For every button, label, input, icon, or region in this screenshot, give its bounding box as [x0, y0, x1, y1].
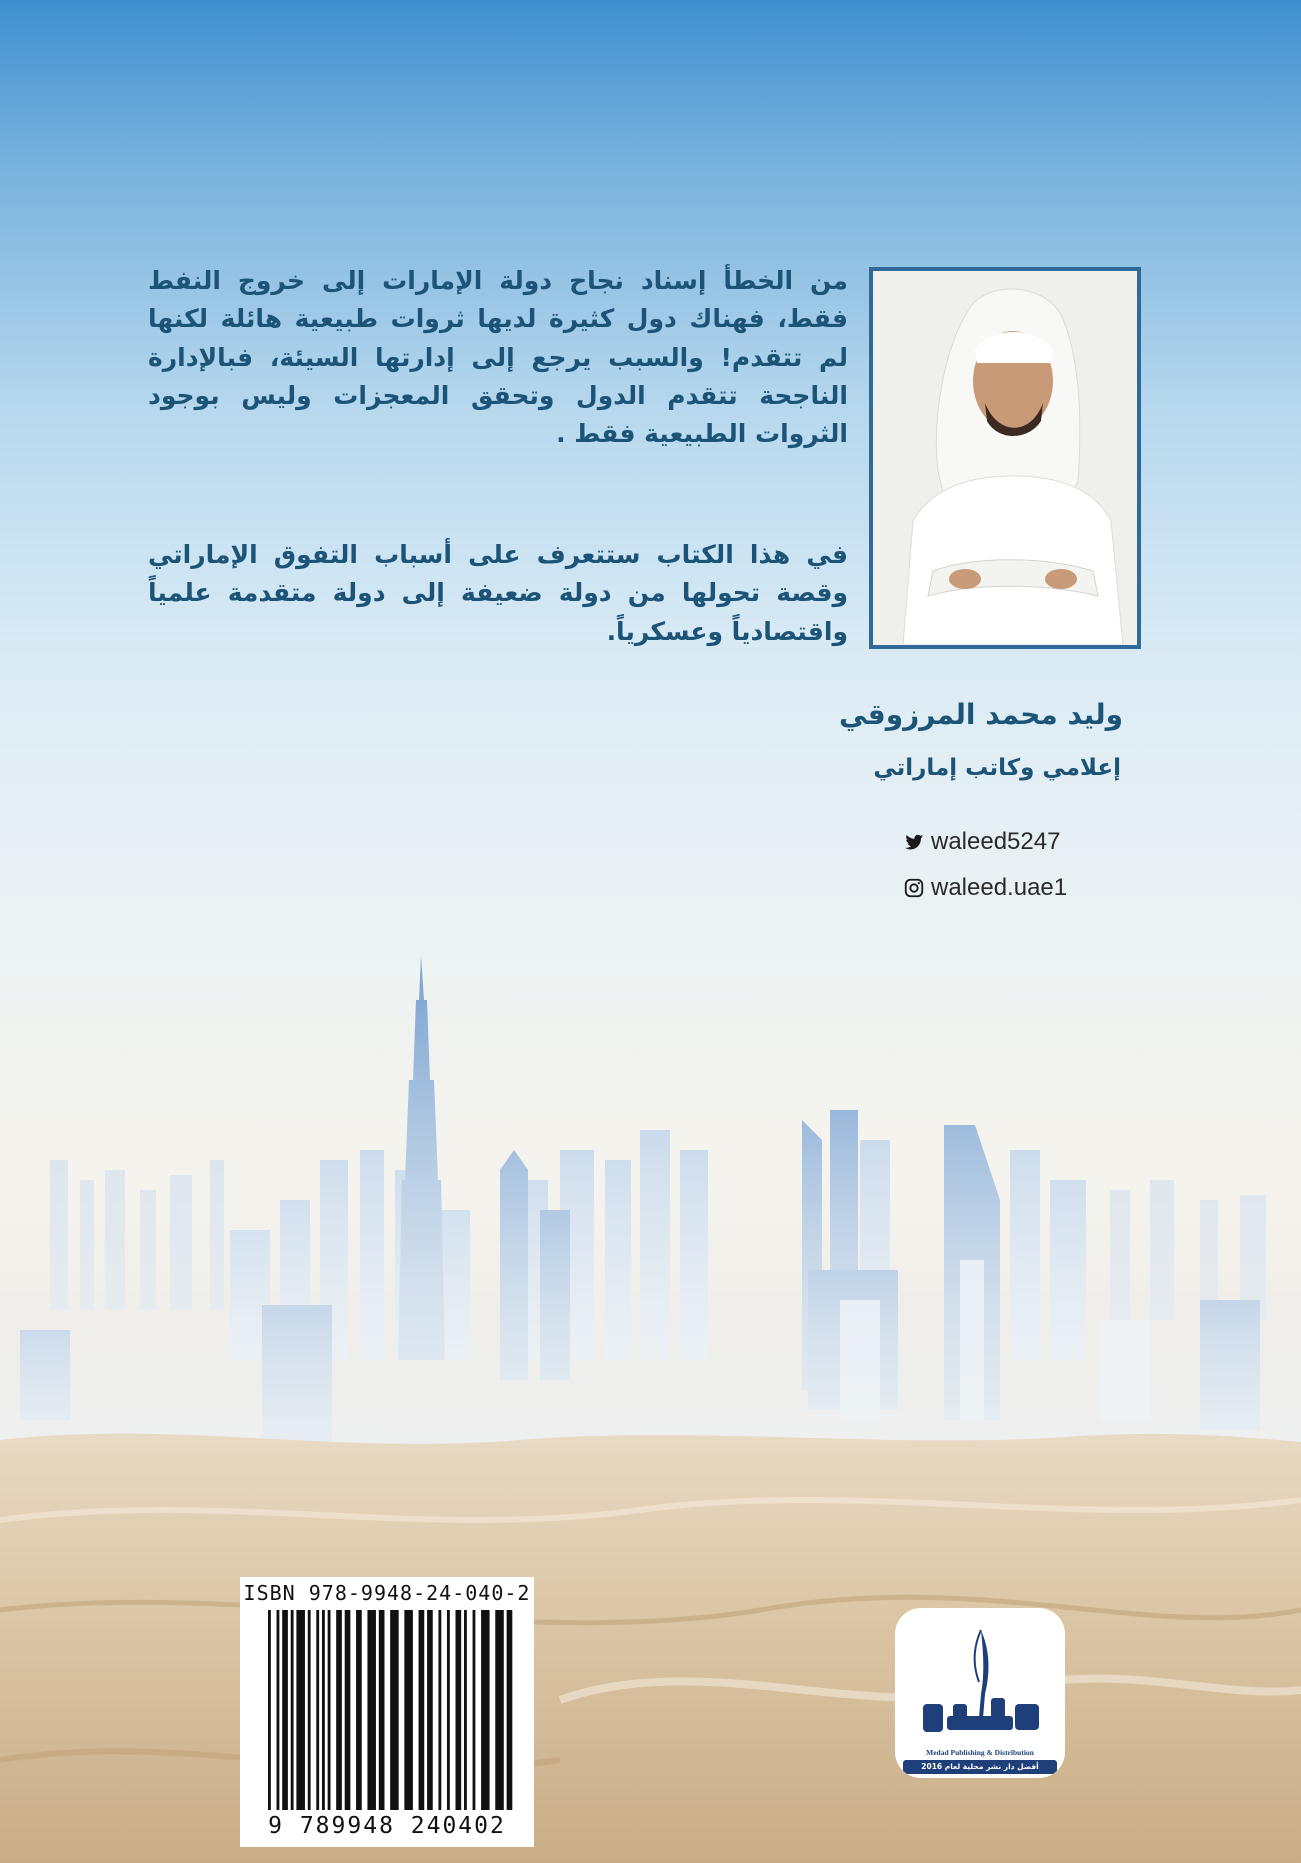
blurb-paragraph-2: في هذا الكتاب ستتعرف على أسباب التفوق الإماراتي وقصة تحولها من دولة ضعيفة إلى دولة متقدمة علمياً واقتصادياً وعسكرياً. — [148, 540, 848, 646]
barcode-bar — [356, 1610, 362, 1810]
barcode-bar — [427, 1610, 433, 1810]
barcode-bar — [473, 1610, 476, 1810]
barcode-bars — [268, 1610, 518, 1810]
instagram-camera-icon — [903, 877, 925, 899]
barcode-bar — [268, 1610, 271, 1810]
barcode-bar — [447, 1610, 450, 1810]
barcode-bar — [456, 1610, 462, 1810]
author-name: وليد محمد المرزوقي — [839, 698, 1123, 731]
barcode-bar — [296, 1610, 305, 1810]
instagram-handle: waleed.uae1 — [931, 874, 1068, 901]
publisher-award-text: أفضل دار نشر محلية لعام 2016 — [921, 1762, 1039, 1771]
blurb-paragraph-1: من الخطأ إسناد نجاح دولة الإمارات إلى خروج النفط فقط، فهناك دول كثيرة لديها ثروات طبيعية هائلة لكنها لم تتقدم! والسبب يرجع إلى إدارتها السيئة، فبالإدارة الناجحة تتقدم الدول وتحقق المعجزات وليس بوجود الثروات الطبيعية فقط . — [148, 266, 848, 448]
barcode-bar — [316, 1610, 319, 1810]
twitter-handle-row — [903, 828, 1060, 856]
barcode-bar — [404, 1610, 413, 1810]
barcode-bar — [419, 1610, 425, 1810]
barcode-bar — [336, 1610, 342, 1810]
isbn-label: ISBN 978-9948-24-040-2 — [243, 1581, 531, 1605]
barcode-bar — [308, 1610, 311, 1810]
barcode-bar — [328, 1610, 331, 1810]
publisher-name-en: Medad Publishing & Distribution — [926, 1748, 1034, 1757]
barcode-bar — [367, 1610, 376, 1810]
isbn-barcode — [240, 1577, 534, 1847]
barcode-bar — [438, 1610, 441, 1810]
twitter-handle: waleed5247 — [931, 828, 1061, 855]
publisher-award-ribbon — [903, 1760, 1057, 1774]
barcode-bar — [390, 1610, 399, 1810]
barcode-bar — [507, 1610, 513, 1810]
barcode-bar — [322, 1610, 325, 1810]
author-photo — [869, 267, 1141, 649]
barcode-bar — [379, 1610, 385, 1810]
barcode-digits: 9 789948 240402 — [268, 1813, 506, 1839]
instagram-handle-row — [903, 874, 1067, 902]
twitter-bird-icon — [903, 831, 925, 853]
barcode-bar — [481, 1610, 490, 1810]
publisher-logo — [895, 1608, 1065, 1778]
barcode-bar — [495, 1610, 504, 1810]
barcode-bar — [464, 1610, 467, 1810]
barcode-bar — [291, 1610, 294, 1810]
barcode-bar — [345, 1610, 351, 1810]
author-title: إعلامي وكاتب إماراتي — [873, 755, 1121, 781]
barcode-bar — [282, 1610, 288, 1810]
barcode-bar — [277, 1610, 280, 1810]
